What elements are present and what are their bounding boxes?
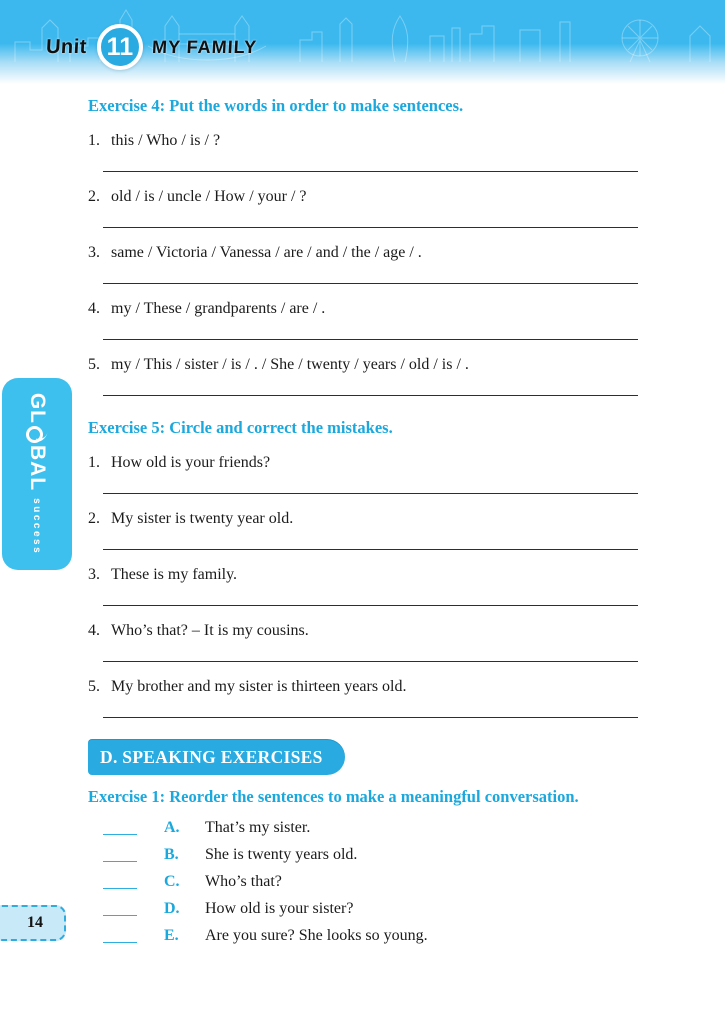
page-content xyxy=(88,88,638,944)
global-success-logo-tab xyxy=(2,378,72,570)
option-letter: A. xyxy=(164,819,180,836)
exercise5-item-3 xyxy=(88,564,638,585)
item-text: My brother and my sister is thirteen years old. xyxy=(111,678,407,695)
globe-icon xyxy=(27,426,44,443)
answer-line xyxy=(103,171,638,172)
conversation-option-a xyxy=(88,820,638,836)
exercise4-item-5 xyxy=(88,354,638,375)
exercise4-item-3 xyxy=(88,242,638,263)
item-text: my / These / grandparents / are / . xyxy=(111,300,326,317)
answer-line xyxy=(103,227,638,228)
conversation-option-c xyxy=(88,874,638,890)
exercise5-item-5 xyxy=(88,676,638,697)
answer-line xyxy=(103,717,638,718)
answer-line xyxy=(103,549,638,550)
exercise5-item-1 xyxy=(88,452,638,473)
option-text: How old is your sister? xyxy=(205,900,354,917)
item-number: 1. xyxy=(88,132,100,149)
answer-line xyxy=(103,395,638,396)
answer-blank xyxy=(103,888,137,889)
unit-header-band xyxy=(0,0,725,84)
item-text: My sister is twenty year old. xyxy=(111,510,294,527)
unit-label: Unit xyxy=(45,35,88,58)
logo-text-success: success xyxy=(31,498,43,556)
option-letter: B. xyxy=(164,846,179,863)
item-number: 1. xyxy=(88,454,100,471)
option-letter: D. xyxy=(164,900,180,917)
speaking-exercise1-heading: Exercise 1: Reorder the sentences to make a meaningful conversation. xyxy=(88,787,579,806)
item-text: These is my family. xyxy=(111,566,238,583)
answer-line xyxy=(103,661,638,662)
item-text: my / This / sister / is / . / She / twenty / years / old / is / . xyxy=(111,356,469,373)
answer-line xyxy=(103,283,638,284)
item-text: same / Victoria / Vanessa / are / and / the / age / . xyxy=(111,244,422,261)
option-text: Are you sure? She looks so young. xyxy=(205,927,428,944)
unit-header xyxy=(46,24,257,70)
exercise5-heading: Exercise 5: Circle and correct the mistakes. xyxy=(88,418,393,437)
item-number: 3. xyxy=(88,244,100,261)
item-number: 5. xyxy=(88,356,100,373)
option-text: Who’s that? xyxy=(205,873,282,890)
option-letter: C. xyxy=(164,873,180,890)
answer-blank xyxy=(103,861,137,862)
option-text: That’s my sister. xyxy=(205,819,311,836)
exercise4-item-2 xyxy=(88,186,638,207)
logo-text-gl: GL xyxy=(26,392,49,424)
page-number-badge xyxy=(0,905,66,941)
item-number: 4. xyxy=(88,622,100,639)
global-success-logo xyxy=(2,378,72,570)
conversation-option-e xyxy=(88,928,638,944)
item-text: How old is your friends? xyxy=(111,454,271,471)
item-number: 5. xyxy=(88,678,100,695)
conversation-option-d xyxy=(88,901,638,917)
exercise5-item-4 xyxy=(88,620,638,641)
exercise4-item-1 xyxy=(88,130,638,151)
section-d-banner: D. SPEAKING EXERCISES xyxy=(88,739,345,775)
item-number: 3. xyxy=(88,566,100,583)
item-number: 2. xyxy=(88,188,100,205)
answer-blank xyxy=(103,942,137,943)
exercise5-item-2 xyxy=(88,508,638,529)
exercise4-heading: Exercise 4: Put the words in order to make sentences. xyxy=(88,96,464,115)
unit-number-badge xyxy=(97,24,143,70)
conversation-option-b xyxy=(88,847,638,863)
unit-number: 11 xyxy=(106,32,134,61)
item-text: old / is / uncle / How / your / ? xyxy=(111,188,307,205)
item-number: 4. xyxy=(88,300,100,317)
unit-title: MY FAMILY xyxy=(151,36,258,57)
item-text: Who’s that? – It is my cousins. xyxy=(111,622,309,639)
exercise4-item-4 xyxy=(88,298,638,319)
option-letter: E. xyxy=(164,927,179,944)
logo-text-bal: BAL xyxy=(26,445,49,492)
answer-blank xyxy=(103,915,137,916)
item-number: 2. xyxy=(88,510,100,527)
answer-blank xyxy=(103,834,137,835)
answer-line xyxy=(103,605,638,606)
answer-line xyxy=(103,339,638,340)
item-text: this / Who / is / ? xyxy=(111,132,221,149)
answer-line xyxy=(103,493,638,494)
option-text: She is twenty years old. xyxy=(205,846,358,863)
page-number: 14 xyxy=(27,914,43,931)
